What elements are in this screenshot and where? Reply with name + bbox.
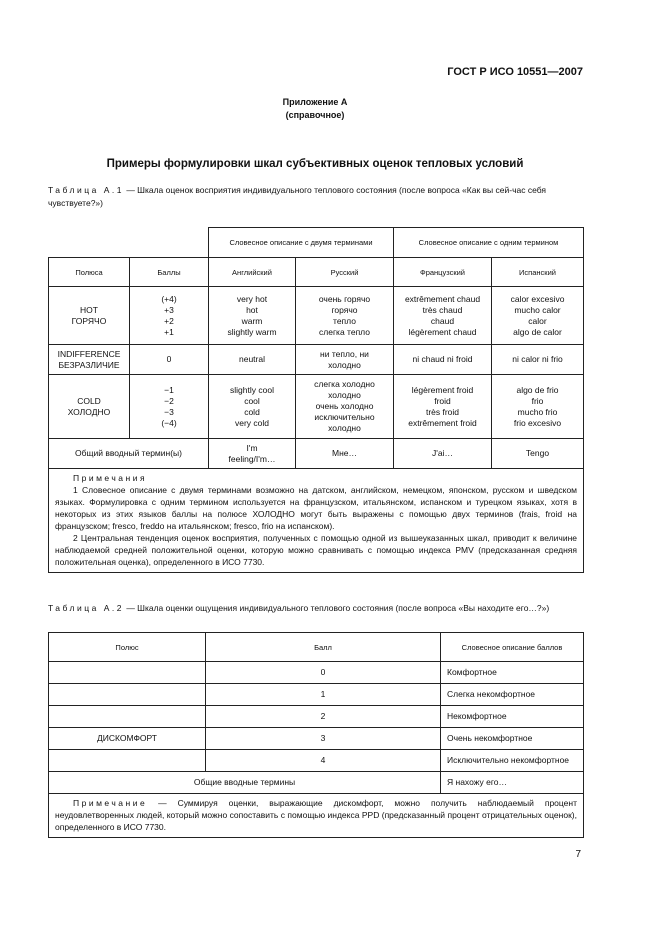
note-text: — Суммируя оценки, выражающие дискомфорт, можно получить наблюдаемый процент неудовлетворенных людей, который можно сопоставить с помощью индекса PPD (предсказанный процент отрицательных оценок), определенного в ИСО 7730. bbox=[55, 798, 577, 832]
intro-label: Общий вводный термин(ы) bbox=[49, 439, 209, 469]
col-header-pole: Полюс bbox=[49, 633, 206, 662]
table2-note bbox=[49, 794, 584, 838]
intro-english: I'm feeling/I'm… bbox=[209, 439, 296, 469]
table-row bbox=[49, 345, 584, 375]
document-header: ГОСТ Р ИСО 10551—2007 bbox=[447, 66, 583, 78]
table-row bbox=[49, 706, 584, 728]
main-title: Примеры формулировки шкал субъективных оценок тепловых условий bbox=[106, 158, 524, 170]
intro-label: Общие вводные термины bbox=[49, 772, 441, 794]
cell-french: légèrement froid froid très froid extrêmement froid bbox=[394, 375, 492, 439]
col-header-french: Французский bbox=[394, 258, 492, 287]
table2-caption-text: — Шкала оценки ощущения индивидуального теплового состояния (после вопроса «Вы находите его…?») bbox=[123, 603, 550, 613]
cell-score: −1 −2 −3 (−4) bbox=[130, 375, 209, 439]
cell-pole bbox=[49, 684, 206, 706]
annex-title: Приложение А bbox=[282, 97, 348, 107]
cell-score: 2 bbox=[206, 706, 441, 728]
cell-spanish: ni calor ni frio bbox=[492, 345, 584, 375]
empty-corner bbox=[49, 228, 209, 258]
table1-caption bbox=[48, 184, 582, 210]
note-1: 1 Словесное описание с двумя терминами возможно на датском, английском, немецком, японском, русском и шведском языках. Формулировка с одним термином используется на французском, итальянском, испанском и турецком языках, хотя в некоторых из этих языков баллы на полюсе ХОЛОДНО могут быть выражены с помощью двух терминов (frais, froid на французском; fresco, freddo на итальянском; fresco, frio на испанском). bbox=[55, 485, 578, 531]
intro-row bbox=[49, 439, 584, 469]
notes-title: Примечания bbox=[73, 473, 148, 483]
cell-description: Исключительно некомфортное bbox=[441, 750, 584, 772]
table1-notes bbox=[49, 469, 584, 573]
table1-caption-text: — Шкала оценок восприятия индивидуального теплового состояния (после вопроса «Как вы сей-час себя чувствуете?») bbox=[48, 185, 547, 208]
cell-pole bbox=[49, 706, 206, 728]
table-row bbox=[49, 750, 584, 772]
cell-description: Некомфортное bbox=[441, 706, 584, 728]
cell-english: very hot hot warm slightly warm bbox=[209, 287, 296, 345]
cell-pole: HOT ГОРЯЧО bbox=[49, 287, 130, 345]
annex-subtitle: (справочное) bbox=[285, 110, 345, 120]
col-header-scores: Баллы bbox=[130, 258, 209, 287]
table2-caption bbox=[48, 602, 582, 615]
col-header-spanish: Испанский bbox=[492, 258, 584, 287]
cell-score: (+4) +3 +2 +1 bbox=[130, 287, 209, 345]
cell-russian: слегка холодно холодно очень холодно исключительно холодно bbox=[296, 375, 394, 439]
cell-pole bbox=[49, 750, 206, 772]
cell-description: Комфортное bbox=[441, 662, 584, 684]
cell-french: ni chaud ni froid bbox=[394, 345, 492, 375]
cell-english: slightly cool cool cold very cold bbox=[209, 375, 296, 439]
cell-russian: очень горячо горячо тепло слегка тепло bbox=[296, 287, 394, 345]
intro-spanish: Tengo bbox=[492, 439, 584, 469]
table-a2 bbox=[48, 632, 584, 838]
cell-score: 0 bbox=[206, 662, 441, 684]
cell-score: 4 bbox=[206, 750, 441, 772]
table-row bbox=[49, 728, 584, 750]
cell-french: extrêmement chaud très chaud chaud légèrement chaud bbox=[394, 287, 492, 345]
page-number: 7 bbox=[575, 849, 581, 860]
cell-english: neutral bbox=[209, 345, 296, 375]
cell-description: Очень некомфортное bbox=[441, 728, 584, 750]
cell-spanish: calor excesivo mucho calor calor algo de calor bbox=[492, 287, 584, 345]
cell-pole: INDIFFERENCE БЕЗРАЗЛИЧИЕ bbox=[49, 345, 130, 375]
note-2: 2 Центральная тенденция оценок восприятия, полученных с помощью одной из вышеуказанных шкал, приводит к величине наблюдаемой средней положительной оценки, которую можно сравнивать с помощью индекса PMV (предсказанная средняя положительная оценка), определенного в ИСО 7730. bbox=[55, 533, 578, 567]
header-two-terms: Словесное описание с двумя терминами bbox=[209, 228, 394, 258]
intro-row bbox=[49, 772, 584, 794]
intro-russian: Мне… bbox=[296, 439, 394, 469]
cell-pole bbox=[49, 662, 206, 684]
cell-score: 3 bbox=[206, 728, 441, 750]
cell-pole: COLD ХОЛОДНО bbox=[49, 375, 130, 439]
cell-russian: ни тепло, ни холодно bbox=[296, 345, 394, 375]
header-one-term: Словесное описание с одним термином bbox=[394, 228, 584, 258]
col-header-score: Балл bbox=[206, 633, 441, 662]
col-header-russian: Русский bbox=[296, 258, 394, 287]
note-label: Примечание bbox=[73, 798, 148, 808]
cell-pole: ДИСКОМФОРТ bbox=[49, 728, 206, 750]
cell-spanish: algo de frio frio mucho frio frio excesivo bbox=[492, 375, 584, 439]
table-row bbox=[49, 287, 584, 345]
table-row bbox=[49, 684, 584, 706]
col-header-poles: Полюса bbox=[49, 258, 130, 287]
cell-description: Слегка некомфортное bbox=[441, 684, 584, 706]
table-row bbox=[49, 375, 584, 439]
table2-label: Таблица А.2 bbox=[48, 603, 124, 613]
intro-value: Я нахожу его… bbox=[441, 772, 584, 794]
intro-french: J'ai… bbox=[394, 439, 492, 469]
cell-score: 0 bbox=[130, 345, 209, 375]
col-header-english: Английский bbox=[209, 258, 296, 287]
col-header-description: Словесное описание баллов bbox=[441, 633, 584, 662]
cell-score: 1 bbox=[206, 684, 441, 706]
table-a1 bbox=[48, 227, 584, 573]
table1-label: Таблица А.1 bbox=[48, 185, 124, 195]
table-row bbox=[49, 662, 584, 684]
